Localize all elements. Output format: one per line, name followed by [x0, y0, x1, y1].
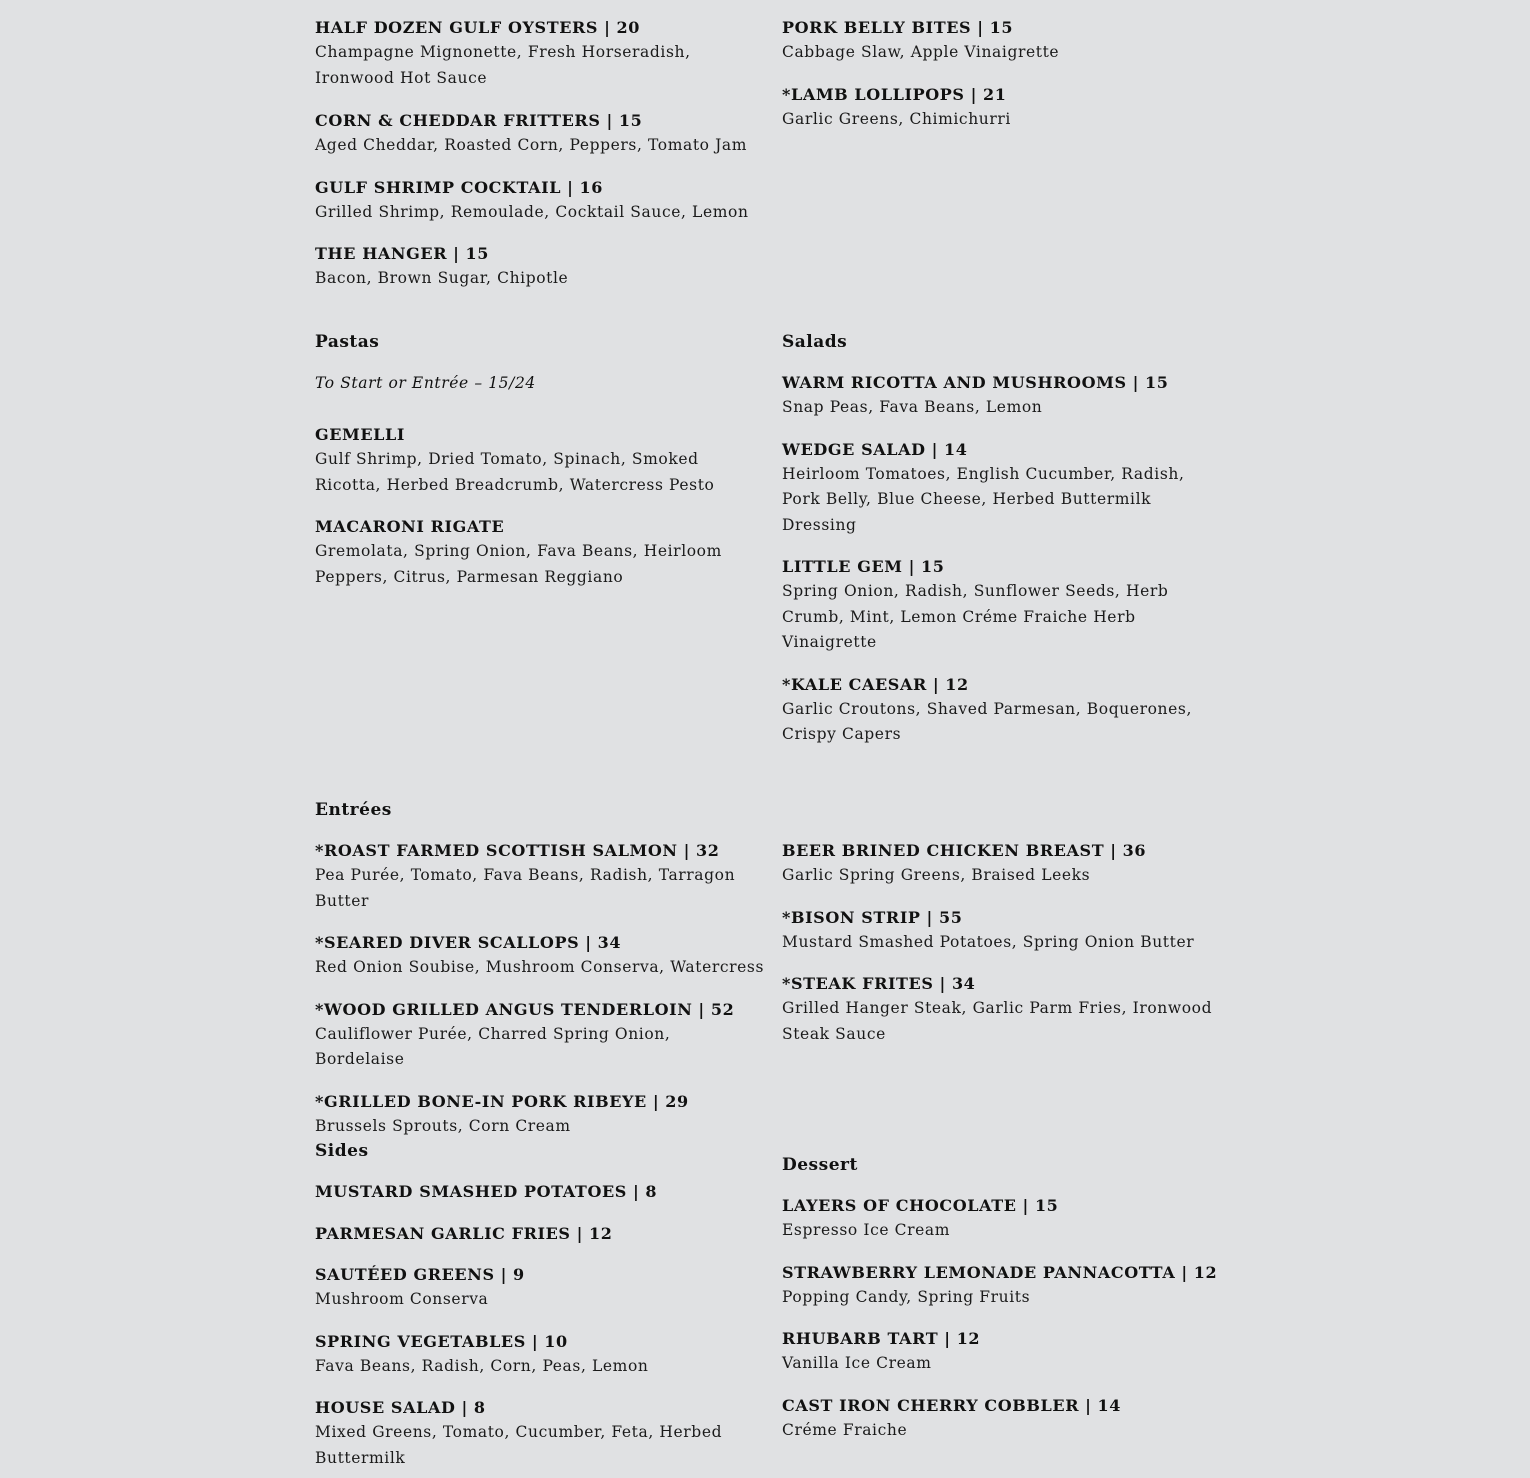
menu-item [315, 1222, 755, 1246]
item-description: Snap Peas, Fava Beans, Lemon [782, 398, 1043, 416]
item-description: Gulf Shrimp, Dried Tomato, Spinach, Smoked Ricotta, Herbed Breadcrumb, Watercress Pesto [315, 450, 715, 494]
item-description: Mushroom Conserva [315, 1290, 489, 1308]
item-description: Champagne Mignonette, Fresh Horseradish, Ironwood Hot Sauce [315, 43, 691, 87]
item-title: WEDGE SALAD | 14 [782, 439, 968, 459]
menu-item [315, 839, 765, 914]
item-title: *WOOD GRILLED ANGUS TENDERLOIN | 52 [315, 999, 735, 1019]
item-title: CORN & CHEDDAR FRITTERS | 15 [315, 111, 643, 130]
menu-item [315, 109, 755, 159]
item-description: Grilled Hanger Steak, Garlic Parm Fries, Ironwood Steak Sauce [782, 999, 1213, 1043]
item-description: Garlic Croutons, Shaved Parmesan, Boquerones, Crispy Capers [782, 699, 1192, 743]
item-title: *STEAK FRITES | 34 [782, 974, 976, 993]
menu-item [315, 176, 755, 226]
menu-item [782, 1261, 1222, 1311]
menu-item [782, 16, 1222, 66]
item-description: Espresso Ice Cream [782, 1221, 951, 1239]
menu-item [782, 1327, 1222, 1377]
item-title: LAYERS OF CHOCOLATE | 15 [782, 1196, 1059, 1215]
item-title: HOUSE SALAD | 8 [315, 1398, 486, 1417]
item-title: STRAWBERRY LEMONADE PANNACOTTA | 12 [782, 1262, 1218, 1282]
item-title: CAST IRON CHERRY COBBLER | 14 [782, 1395, 1121, 1415]
item-description: Gremolata, Spring Onion, Fava Beans, Heirloom Peppers, Citrus, Parmesan Reggiano [315, 542, 722, 586]
item-description: Mustard Smashed Potatoes, Spring Onion Butter [782, 932, 1195, 951]
item-title: MUSTARD SMASHED POTATOES | 8 [315, 1182, 658, 1201]
item-title: *ROAST FARMED SCOTTISH SALMON | 32 [315, 841, 720, 860]
section-heading: Entrées [315, 800, 392, 820]
item-title: BEER BRINED CHICKEN BREAST | 36 [782, 841, 1147, 860]
menu-item [782, 839, 1222, 889]
item-description: Red Onion Soubise, Mushroom Conserva, Watercress [315, 958, 765, 976]
menu-item [315, 998, 765, 1073]
item-title: MACARONI RIGATE [315, 517, 505, 536]
item-title: *LAMB LOLLIPOPS | 21 [782, 84, 1007, 104]
menu-item [315, 931, 765, 981]
item-title: RHUBARB TART | 12 [782, 1329, 981, 1348]
starters-right-column [782, 16, 1222, 132]
item-title: *SEARED DIVER SCALLOPS | 34 [315, 933, 622, 952]
menu-item [782, 83, 1222, 133]
item-description: Fava Beans, Radish, Corn, Peas, Lemon [315, 1356, 649, 1375]
item-description: Bacon, Brown Sugar, Chipotle [315, 269, 569, 287]
menu-item [315, 1090, 765, 1140]
item-description: Pea Purée, Tomato, Fava Beans, Radish, Tarragon Butter [315, 866, 736, 910]
item-description: Mixed Greens, Tomato, Cucumber, Feta, Herbed Buttermilk [315, 1423, 723, 1467]
section-heading: Sides [315, 1141, 369, 1161]
item-title: LITTLE GEM | 15 [782, 557, 945, 576]
menu-item [782, 371, 1212, 421]
menu-item [315, 1330, 755, 1380]
item-description: Cabbage Slaw, Apple Vinaigrette [782, 43, 1060, 61]
menu-item [315, 1180, 755, 1204]
item-title: THE HANGER | 15 [315, 244, 489, 263]
item-title: GEMELLI [315, 425, 405, 444]
menu-item [782, 906, 1222, 956]
item-description: Brussels Sprouts, Corn Cream [315, 1116, 571, 1135]
menu-item [782, 972, 1222, 1047]
sides-section [315, 1139, 755, 1471]
item-title: *BISON STRIP | 55 [782, 907, 963, 927]
item-description: Créme Fraiche [782, 1420, 908, 1439]
section-heading: Dessert [782, 1155, 858, 1175]
menu-item [782, 1394, 1222, 1444]
menu-item [782, 1194, 1222, 1244]
menu-item [315, 423, 755, 498]
section-note: To Start or Entrée – 15/24 [315, 374, 536, 392]
item-description: Garlic Spring Greens, Braised Leeks [782, 866, 1091, 884]
item-title: WARM RICOTTA AND MUSHROOMS | 15 [782, 373, 1169, 392]
salads-section [782, 330, 1212, 748]
item-title: PORK BELLY BITES | 15 [782, 18, 1014, 37]
menu-item [782, 673, 1212, 748]
menu-item [315, 1263, 755, 1313]
item-title: *GRILLED BONE-IN PORK RIBEYE | 29 [315, 1091, 689, 1111]
item-title: PARMESAN GARLIC FRIES | 12 [315, 1224, 613, 1243]
menu-item [782, 438, 1212, 539]
item-title: *KALE CAESAR | 12 [782, 674, 969, 694]
item-title: SAUTÉED GREENS | 9 [315, 1265, 525, 1284]
pastas-section [315, 330, 755, 590]
item-title: GULF SHRIMP COCKTAIL | 16 [315, 177, 603, 197]
starters-left-column [315, 16, 755, 292]
entrees-section [315, 798, 765, 1139]
item-description: Cauliflower Purée, Charred Spring Onion, Bordelaise [315, 1024, 671, 1068]
entrees-right-column [782, 839, 1222, 1047]
menu-item [315, 1396, 755, 1471]
menu-item [315, 16, 755, 91]
item-description: Popping Candy, Spring Fruits [782, 1287, 1031, 1306]
item-title: HALF DOZEN GULF OYSTERS | 20 [315, 18, 640, 37]
item-description: Vanilla Ice Cream [782, 1354, 932, 1372]
section-heading: Salads [782, 332, 848, 352]
item-description: Aged Cheddar, Roasted Corn, Peppers, Tomato Jam [315, 136, 748, 154]
item-description: Garlic Greens, Chimichurri [782, 109, 1011, 128]
item-description: Heirloom Tomatoes, English Cucumber, Radish, Pork Belly, Blue Cheese, Herbed Buttermilk Dressing [782, 464, 1185, 534]
item-description: Spring Onion, Radish, Sunflower Seeds, Herb Crumb, Mint, Lemon Créme Fraiche Herb Vinaigrette [782, 582, 1169, 651]
menu-item [315, 242, 755, 292]
item-title: SPRING VEGETABLES | 10 [315, 1331, 568, 1351]
menu-item [782, 555, 1212, 656]
item-description: Grilled Shrimp, Remoulade, Cocktail Sauce, Lemon [315, 202, 749, 221]
menu-item [315, 515, 755, 590]
dessert-section [782, 1153, 1222, 1443]
section-heading: Pastas [315, 332, 380, 352]
